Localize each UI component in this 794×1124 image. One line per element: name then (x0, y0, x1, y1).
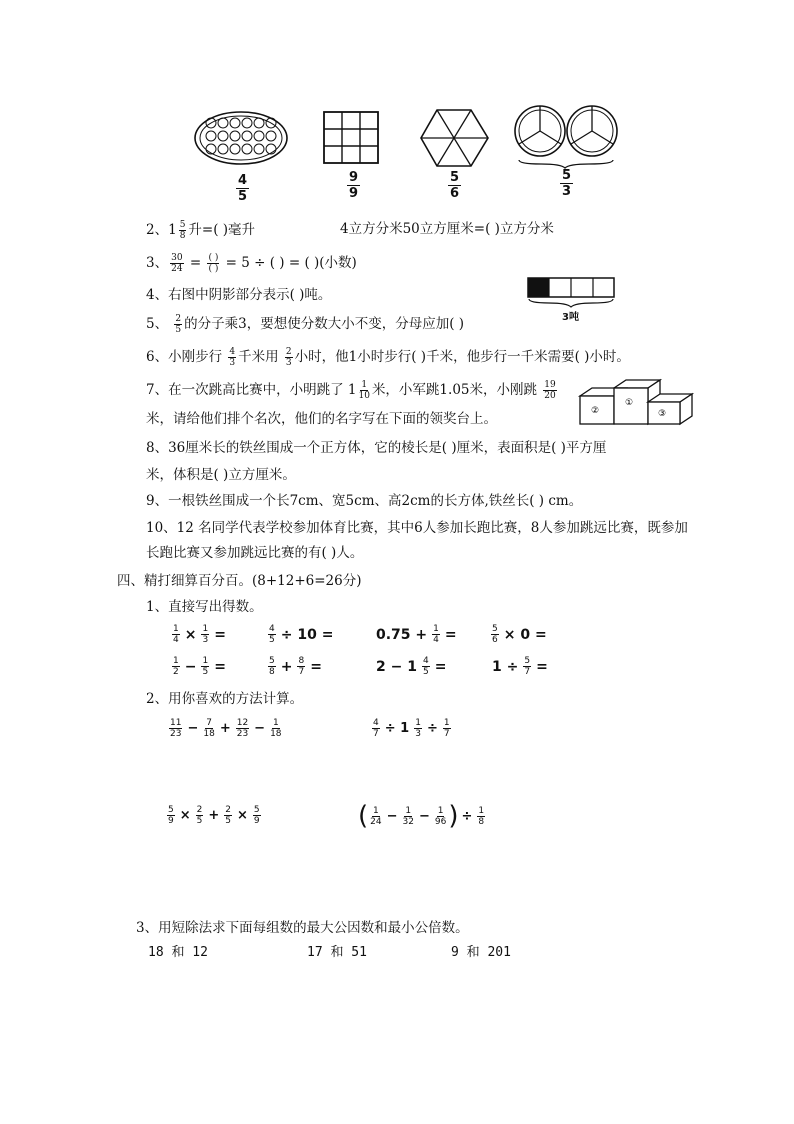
fraction-denominator: 20 (544, 391, 556, 401)
fraction-denominator: 9 (349, 186, 359, 201)
math-operator: 1 ÷ (492, 658, 519, 675)
question-10-line-1: 10、12 名同学代表学校参加体育比赛，其中6人参加长跑比赛，8人参加跳远比赛，既参加 (146, 520, 688, 536)
fraction-denominator: 5 (238, 189, 248, 204)
fraction-denominator: 10 (358, 391, 370, 401)
fraction-denominator: 2 (173, 667, 179, 677)
fraction-denominator: 9 (168, 816, 174, 826)
fraction-numerator: 5 (524, 656, 531, 666)
question-7-line-1 (146, 380, 559, 401)
fraction-denominator: 32 (402, 816, 414, 827)
fraction-numerator: 1 (373, 805, 379, 816)
math-operator: − (386, 808, 398, 824)
question-7-line-2: 米，请给他们排个名次，他们的名字写在下面的领奖台上。 (146, 411, 497, 427)
fraction (443, 718, 451, 739)
number-pair-3: 9 和 201 (451, 945, 511, 960)
math-operator: 2 − 1 (376, 658, 417, 675)
fraction-numerator: 1 (202, 656, 209, 666)
fraction-numerator: 4 (269, 624, 275, 634)
oral-calc-item (170, 656, 229, 677)
calc-expression (370, 718, 453, 739)
math-operator: = (444, 626, 457, 643)
fraction-numerator: 1 (405, 805, 412, 816)
figure-label-4 (558, 168, 575, 199)
figure-ton-bar (527, 277, 619, 299)
parenthesis: ( (358, 801, 369, 831)
section-4-sub-1: 1、直接写出得数。 (146, 599, 263, 615)
fraction-numerator: 5 (253, 805, 260, 815)
fraction-denominator: 18 (203, 729, 215, 739)
q2-prefix: 2、1 (146, 222, 177, 238)
q6-mid: 千米用 (238, 349, 279, 365)
math-operator: × (179, 808, 191, 823)
oral-calc-item (373, 656, 449, 677)
fraction (268, 656, 276, 677)
fraction-denominator: 5 (175, 325, 182, 335)
math-operator: ÷ (461, 808, 473, 824)
q5-text: 的分子乘3，要想使分数大小不变，分母应加( ) (184, 316, 465, 332)
fraction-denominator: 7 (373, 729, 379, 739)
parenthesis: ) (448, 801, 459, 831)
figure-podium (578, 380, 696, 430)
fraction-numerator: 11 (170, 718, 182, 728)
fraction-denominator: 7 (443, 729, 450, 739)
dot (242, 131, 252, 141)
question-2 (146, 220, 255, 241)
question-5 (146, 314, 464, 335)
fraction-denominator: 3 (229, 358, 236, 368)
fraction-numerator: 2 (225, 805, 232, 815)
oral-calc-item (373, 624, 460, 645)
dot (206, 131, 216, 141)
calc-expression (165, 805, 263, 826)
dot (254, 131, 264, 141)
fraction-denominator: 3 (562, 184, 572, 199)
math-operator: = (214, 626, 226, 643)
fraction (370, 806, 381, 827)
fraction-denominator: 7 (524, 667, 531, 677)
podium-rank-2: ② (591, 406, 600, 416)
fraction-denominator: 8 (179, 231, 186, 241)
fraction (172, 656, 180, 677)
fraction-numerator: 4 (373, 718, 379, 728)
podium-rank-1: ① (625, 398, 634, 408)
dot (254, 118, 264, 128)
fraction (224, 805, 232, 826)
dot (230, 131, 240, 141)
fraction-denominator: 7 (298, 667, 305, 677)
dot (266, 131, 276, 141)
figure-ellipse-dots (193, 110, 293, 170)
fraction-numerator: 5 (179, 220, 186, 230)
fraction (253, 805, 261, 826)
math-operator: − (184, 658, 197, 675)
fraction (435, 806, 446, 827)
math-operator: + (280, 658, 293, 675)
fraction (167, 805, 175, 826)
fraction (270, 718, 281, 739)
fraction-denominator: 4 (433, 635, 439, 645)
calc-expression (358, 803, 487, 829)
math-operator: = (310, 658, 322, 675)
dot (254, 144, 264, 154)
fraction (169, 718, 182, 739)
fraction (297, 656, 305, 677)
math-operator: − (254, 721, 266, 736)
math-operator: × (184, 626, 197, 643)
fraction-denominator: 23 (170, 729, 182, 739)
fraction-numerator: 2 (196, 805, 203, 815)
q3-eq: = (189, 255, 202, 271)
fraction-numerator: 1 (173, 624, 179, 634)
question-9: 9、一根铁丝围成一个长7cm、宽5cm、高2cm的长方体,铁丝长( ) cm。 (146, 493, 583, 509)
fraction (268, 624, 276, 645)
fraction (477, 806, 485, 827)
fraction-numerator: 4 (229, 347, 236, 357)
question-6 (146, 347, 630, 368)
fraction-numerator: 5 (168, 805, 174, 815)
dot (218, 144, 228, 154)
fraction (236, 718, 249, 739)
question-2-part2: 4立方分米50立方厘米=( )立方分米 (340, 221, 554, 237)
fraction (172, 624, 180, 645)
figure-two-circles (513, 104, 623, 170)
fraction (196, 805, 204, 826)
podium-rank-3: ③ (658, 409, 667, 419)
fraction-denominator: 5 (422, 667, 429, 677)
fraction-denominator: 24 (171, 264, 183, 274)
q2-part1: 升=( )毫升 (188, 222, 256, 238)
dot (230, 118, 240, 128)
calc-expression (167, 718, 284, 739)
question-10-line-2: 长跑比赛又参加跳远比赛的有( )人。 (146, 545, 364, 561)
math-operator: = (214, 658, 226, 675)
dot (230, 144, 240, 154)
question-4: 4、右图中阴影部分表示( )吨。 (146, 287, 332, 303)
figure-grid-3x3 (323, 111, 383, 165)
math-operator: × 0 = (503, 626, 547, 643)
fraction-denominator: 5 (202, 667, 209, 677)
fraction-denominator: ( ) (208, 264, 219, 274)
figure-label-3 (446, 170, 463, 201)
fraction-numerator: 9 (349, 170, 359, 185)
oral-calc-item (266, 656, 325, 677)
fraction-numerator: 1 (361, 380, 368, 390)
fraction-denominator: 6 (492, 635, 498, 645)
fraction-numerator: 4 (238, 173, 248, 188)
fraction-numerator: 12 (236, 718, 249, 728)
q7-line1a: 7、在一次跳高比赛中，小明跳了 (146, 382, 344, 398)
fraction-numerator: 1 (478, 805, 485, 816)
fraction-denominator: 24 (370, 816, 382, 827)
fraction-numerator: 1 (173, 656, 179, 666)
oral-calc-item (266, 624, 336, 645)
fraction (372, 718, 380, 739)
math-operator: + (208, 808, 220, 823)
q3-prefix: 3、 (146, 255, 169, 271)
question-8-line-1: 8、36厘米长的铁丝围成一个正方体，它的棱长是( )厘米，表面积是( )平方厘 (146, 440, 607, 456)
q7-whole: 1 (347, 382, 357, 398)
fraction-numerator: 19 (544, 380, 556, 390)
dot (218, 118, 228, 128)
fraction-denominator: 18 (270, 729, 282, 739)
fraction-numerator: 2 (175, 314, 182, 324)
fraction-denominator: 3 (202, 635, 209, 645)
fraction (414, 718, 422, 739)
section-4-title: 四、精打细算百分百。(8+12+6=26分) (117, 573, 362, 589)
fraction-numerator: 1 (443, 718, 450, 728)
fraction-numerator: 5 (450, 170, 460, 185)
fraction-numerator: 1 (437, 805, 444, 816)
fraction-denominator: 23 (236, 729, 249, 739)
question-3 (146, 253, 357, 274)
q7-line1b: 米，小军跳1.05米，小刚跳 (371, 382, 537, 398)
math-operator: + (219, 721, 231, 736)
fraction-denominator: 3 (285, 358, 292, 368)
fraction-denominator: 5 (196, 816, 203, 826)
q5-prefix: 5、 (146, 316, 169, 332)
fraction-denominator: 3 (415, 729, 421, 739)
fraction-denominator: 6 (450, 186, 460, 201)
fraction-numerator: 5 (562, 168, 572, 183)
number-pair-2: 17 和 51 (307, 945, 367, 960)
fraction (491, 624, 499, 645)
q6-prefix: 6、小刚步行 (146, 349, 223, 365)
fraction-numerator: ( ) (208, 253, 219, 263)
oral-calc-item (489, 656, 551, 677)
figure-label-1 (234, 173, 251, 204)
fraction-numerator: 8 (298, 656, 305, 666)
fraction (523, 656, 531, 677)
dot (242, 118, 252, 128)
fraction-numerator: 1 (415, 718, 421, 728)
dot (218, 131, 228, 141)
math-operator: = (536, 658, 548, 675)
oral-calc-item (170, 624, 229, 645)
fraction-numerator: 1 (202, 624, 209, 634)
section-4-sub-3: 3、用短除法求下面每组数的最大公因数和最小公倍数。 (136, 920, 469, 936)
math-operator: ÷ 10 = (280, 626, 334, 643)
figure-ton-brace (527, 298, 619, 308)
fraction (201, 624, 209, 645)
fraction-numerator: 1 (272, 718, 279, 728)
math-operator: 0.75 + (376, 626, 428, 643)
fraction-numerator: 7 (206, 718, 212, 728)
section-4-sub-2: 2、用你喜欢的方法计算。 (146, 691, 304, 707)
fraction-denominator: 9 (253, 816, 260, 826)
fraction (422, 656, 430, 677)
number-pair-1: 18 和 12 (148, 945, 208, 960)
ton-bar-label: 3吨 (562, 312, 579, 323)
fraction-denominator: 96 (434, 816, 447, 827)
math-operator: − (418, 808, 430, 824)
dot (242, 144, 252, 154)
question-8-line-2: 米，体积是( )立方厘米。 (146, 467, 296, 483)
q3-rest: = 5 ÷ ( ) = ( )(小数) (225, 255, 357, 271)
fraction (403, 806, 414, 827)
fraction-denominator: 5 (225, 816, 232, 826)
fraction-numerator: 30 (171, 253, 183, 263)
math-operator: ÷ 1 (384, 721, 410, 736)
fraction-numerator: 5 (269, 656, 275, 666)
math-operator: × (237, 808, 248, 823)
fraction (432, 624, 440, 645)
figure-hexagon (420, 108, 490, 168)
math-operator: = (434, 658, 447, 675)
fraction-denominator: 4 (173, 635, 179, 645)
fraction-numerator: 4 (422, 656, 429, 666)
fraction-numerator: 5 (492, 624, 498, 634)
oral-calc-item (489, 624, 550, 645)
fraction-numerator: 2 (285, 347, 292, 357)
fraction-denominator: 8 (478, 816, 485, 827)
fraction (201, 656, 209, 677)
math-operator: − (187, 721, 199, 736)
math-operator: ÷ (426, 721, 438, 736)
fraction (203, 718, 214, 739)
figure-label-2 (345, 170, 362, 201)
fraction-denominator: 5 (269, 635, 275, 645)
q6-text: 小时，他1小时步行( )千米，他步行一千米需要( )小时。 (294, 349, 630, 365)
fraction-numerator: 1 (433, 624, 439, 634)
fraction-denominator: 8 (269, 667, 275, 677)
